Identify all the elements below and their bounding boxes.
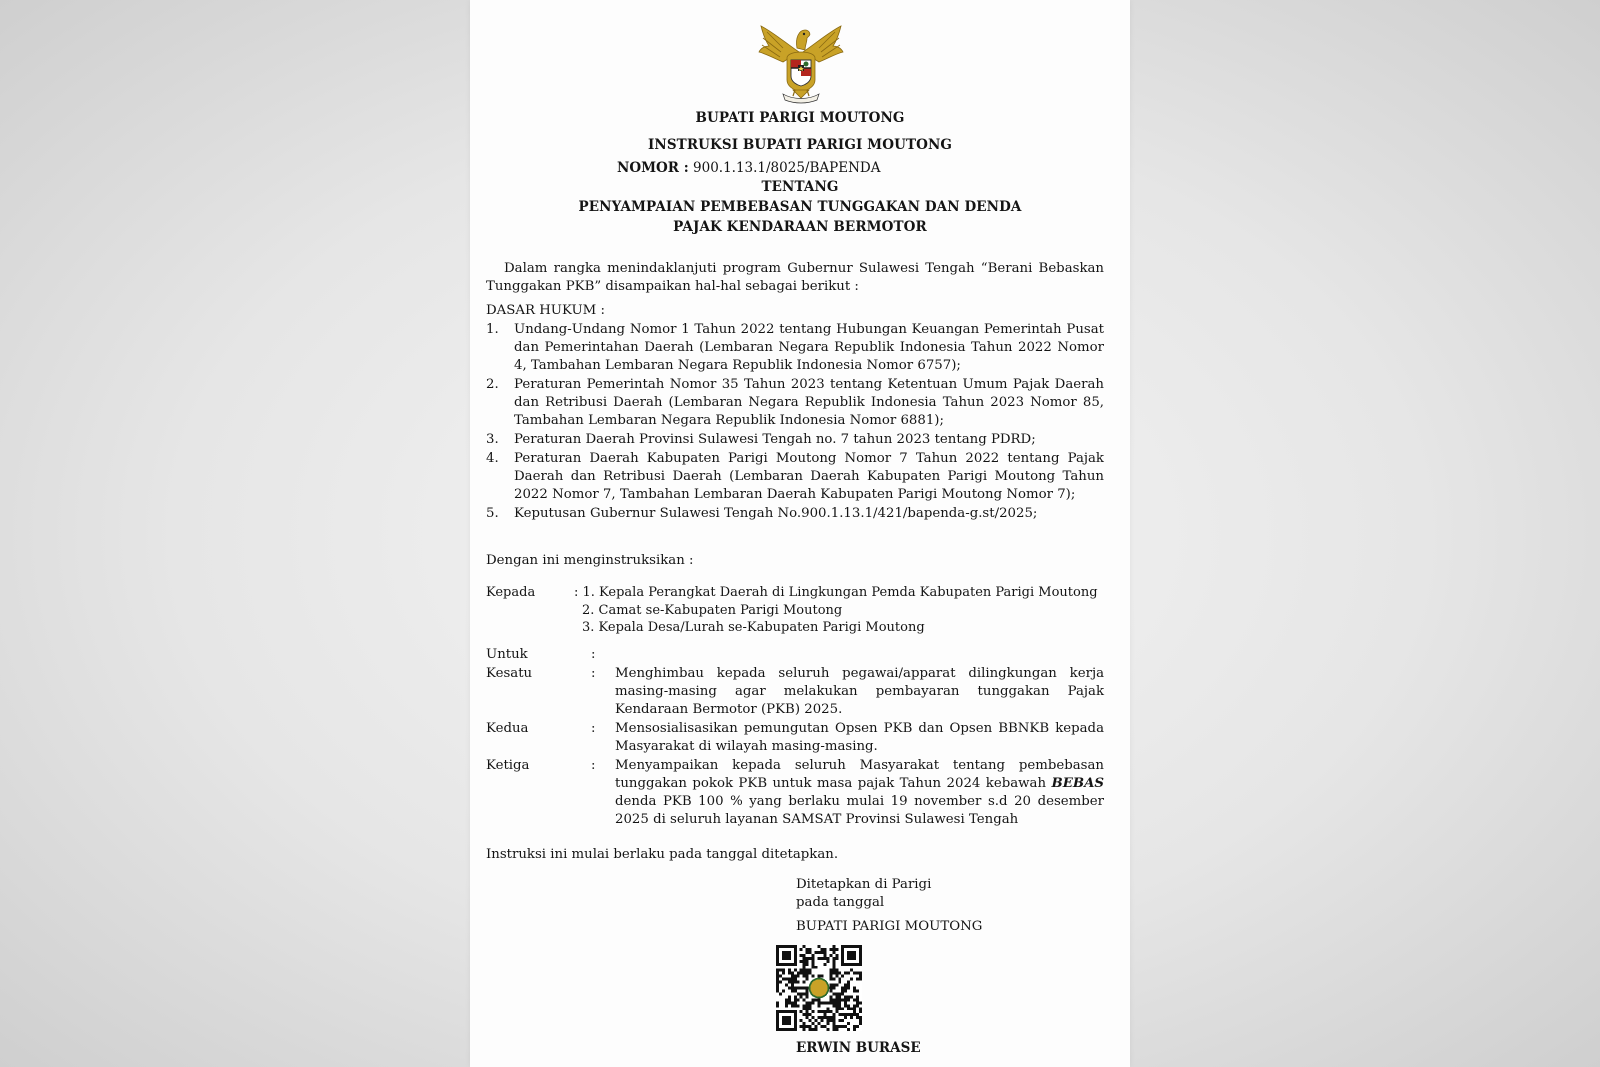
colon: : bbox=[591, 721, 596, 736]
nomor-label: NOMOR : bbox=[617, 160, 689, 176]
bebas-emphasis: BEBAS bbox=[1051, 776, 1104, 791]
document-page bbox=[470, 0, 1130, 1067]
recipient-item: 2. Camat se-Kabupaten Parigi Moutong bbox=[582, 602, 843, 618]
instruction-row-ketiga bbox=[486, 757, 1104, 829]
list-item-text: Undang-Undang Nomor 1 Tahun 2022 tentang Hubungan Keuangan Pemerintah Pusat dan Pemerintahan Daerah (Lembaran Negara Republik Indonesia Tahun 2022 Nomor 4, Tambahan Lembaran Negara Republik Indonesia Nomor 6757); bbox=[514, 322, 1104, 373]
instructing-line: Dengan ini menginstruksikan : bbox=[486, 553, 694, 568]
signatory-name: ERWIN BURASE bbox=[796, 1040, 921, 1056]
kedua-label: Kedua bbox=[486, 721, 529, 736]
ketiga-text-before: Menyampaikan kepada seluruh Masyarakat tentang pembebasan tunggakan pokok PKB untuk masa pajak Tahun 2024 kebawah bbox=[615, 758, 1104, 791]
list-item-text: Peraturan Daerah Provinsi Sulawesi Tengah no. 7 tahun 2023 tentang PDRD; bbox=[514, 432, 1036, 447]
subject-line-2: PAJAK KENDARAAN BERMOTOR bbox=[673, 219, 927, 235]
ketiga-text-after: denda PKB 100 % yang berlaku mulai 19 november s.d 20 desember 2025 di seluruh layanan SAMSAT Provinsi Sulawesi Tengah bbox=[615, 794, 1104, 827]
list-item bbox=[486, 505, 1104, 523]
header-title: BUPATI PARIGI MOUTONG bbox=[695, 110, 905, 126]
colon: : bbox=[591, 666, 596, 681]
list-item-number: 1. bbox=[486, 322, 499, 337]
colon: : bbox=[591, 758, 596, 773]
signature-office: BUPATI PARIGI MOUTONG bbox=[796, 919, 983, 934]
ketiga-text bbox=[615, 757, 1104, 829]
list-item bbox=[486, 321, 1104, 375]
garuda-emblem-icon bbox=[753, 18, 849, 104]
recipient-item: : 1. Kepala Perangkat Daerah di Lingkungan Pemda Kabupaten Parigi Moutong bbox=[574, 585, 1098, 600]
signature-place: Ditetapkan di Parigi bbox=[796, 877, 932, 892]
instruction-row-kedua bbox=[486, 720, 1104, 756]
recipients-label: Kepada bbox=[486, 585, 536, 600]
qr-code-icon bbox=[776, 945, 862, 1031]
list-item bbox=[486, 431, 1104, 449]
legal-basis-list bbox=[486, 321, 1104, 524]
list-item-text: Peraturan Daerah Kabupaten Parigi Moutong Nomor 7 Tahun 2022 tentang Pajak Daerah dan Retribusi Daerah (Lembaran Daerah Kabupaten Parigi Moutong Tahun 2022 Nomor 7, Tambahan Lembaran Daerah Kabupaten Parigi Moutong Nomor 7); bbox=[514, 451, 1104, 502]
list-item-number: 5. bbox=[486, 506, 499, 521]
document-number bbox=[617, 160, 880, 176]
kesatu-label: Kesatu bbox=[486, 666, 533, 681]
recipient-item: 3. Kepala Desa/Lurah se-Kabupaten Parigi Moutong bbox=[582, 620, 925, 635]
recipients-block bbox=[486, 584, 1104, 637]
list-item bbox=[486, 450, 1104, 504]
kesatu-text: Menghimbau kepada seluruh pegawai/apparat dilingkungan kerja masing-masing agar melakukan pembayaran tunggakan Pajak Kendaraan Bermotor (PKB) 2025. bbox=[615, 666, 1104, 717]
nomor-value: 900.1.13.1/8025/BAPENDA bbox=[693, 160, 881, 176]
signature-date-label: pada tanggal bbox=[796, 895, 885, 910]
untuk-label: Untuk bbox=[486, 647, 528, 662]
ketiga-label: Ketiga bbox=[486, 758, 530, 773]
list-item bbox=[486, 376, 1104, 430]
instruction-row-kesatu bbox=[486, 665, 1104, 719]
intro-paragraph: Dalam rangka menindaklanjuti program Gubernur Sulawesi Tengah “Berani Bebaskan Tunggakan PKB” disampaikan hal-hal sebagai berikut : bbox=[486, 261, 1104, 294]
legal-basis-heading: DASAR HUKUM : bbox=[486, 303, 606, 318]
closing-line: Instruksi ini mulai berlaku pada tanggal ditetapkan. bbox=[486, 847, 839, 862]
subject-line-1: PENYAMPAIAN PEMBEBASAN TUNGGAKAN DAN DENDA bbox=[578, 199, 1022, 215]
list-item-text: Keputusan Gubernur Sulawesi Tengah No.900.1.13.1/421/bapenda-g.st/2025; bbox=[514, 506, 1038, 521]
instruction-row-untuk bbox=[486, 646, 1104, 664]
kedua-text: Mensosialisasikan pemungutan Opsen PKB dan Opsen BBNKB kepada Masyarakat di wilayah masing-masing. bbox=[615, 721, 1104, 754]
list-item-number: 4. bbox=[486, 451, 499, 466]
list-item-text: Peraturan Pemerintah Nomor 35 Tahun 2023 tentang Ketentuan Umum Pajak Daerah dan Retribusi Daerah (Lembaran Negara Republik Indonesia Tahun 2023 Nomor 85, Tambahan Lembaran Negara Republik Indonesia Nomor 6881); bbox=[514, 377, 1104, 428]
list-item-number: 2. bbox=[486, 377, 499, 392]
list-item-number: 3. bbox=[486, 432, 499, 447]
instruction-title: INSTRUKSI BUPATI PARIGI MOUTONG bbox=[647, 137, 953, 153]
instruction-list bbox=[486, 646, 1104, 829]
tentang-label: TENTANG bbox=[761, 179, 839, 195]
colon: : bbox=[591, 647, 596, 662]
